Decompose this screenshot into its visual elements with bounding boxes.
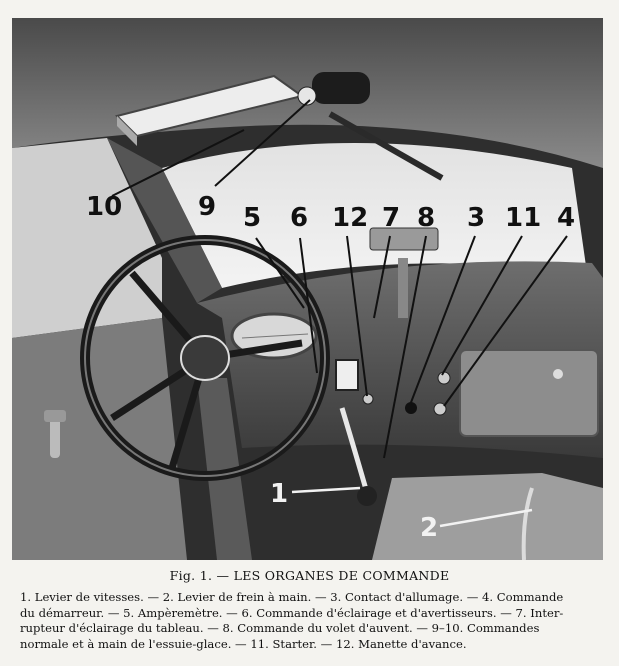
callout-6: 6 <box>290 203 309 233</box>
callout-11: 11 <box>505 203 542 233</box>
advance-lever <box>363 394 373 404</box>
callout-1: 1 <box>270 479 289 509</box>
legend-line: normale et à main de l'essuie-glace. — 11. Starter. — 12. Manette d'avance. <box>20 636 467 651</box>
dashboard-photo <box>12 18 603 560</box>
light-switch <box>336 360 358 390</box>
legend-line: 1. Levier de vitesses. — 2. Levier de frein à main. — 3. Contact d'allumage. — 4. Commande <box>20 590 564 604</box>
door-handle <box>50 416 60 458</box>
legend-line: du démarreur. — 5. Ampèremètre. — 6. Commande d'éclairage et d'avertisseurs. — 7. Inter- <box>20 605 564 620</box>
legend-line: rupteur d'éclairage du tableau. — 8. Commande du volet d'auvent. — 9–10. Commandes <box>20 621 540 635</box>
door-panel <box>12 318 187 560</box>
glovebox <box>460 350 598 436</box>
callout-9: 9 <box>198 192 217 222</box>
callout-8: 8 <box>417 203 436 233</box>
figure-caption-title: Fig. 1. — LES ORGANES DE COMMANDE <box>169 568 450 583</box>
callout-3: 3 <box>467 203 486 233</box>
choke-knob <box>438 372 450 384</box>
callout-2: 2 <box>420 513 439 543</box>
callout-7: 7 <box>382 203 401 233</box>
callout-4: 4 <box>557 203 576 233</box>
figure-caption-legend <box>20 590 604 652</box>
callout-5: 5 <box>243 203 262 233</box>
wiper-motor <box>312 72 370 104</box>
callout-12: 12 <box>332 203 369 233</box>
callout-10: 10 <box>86 192 123 222</box>
